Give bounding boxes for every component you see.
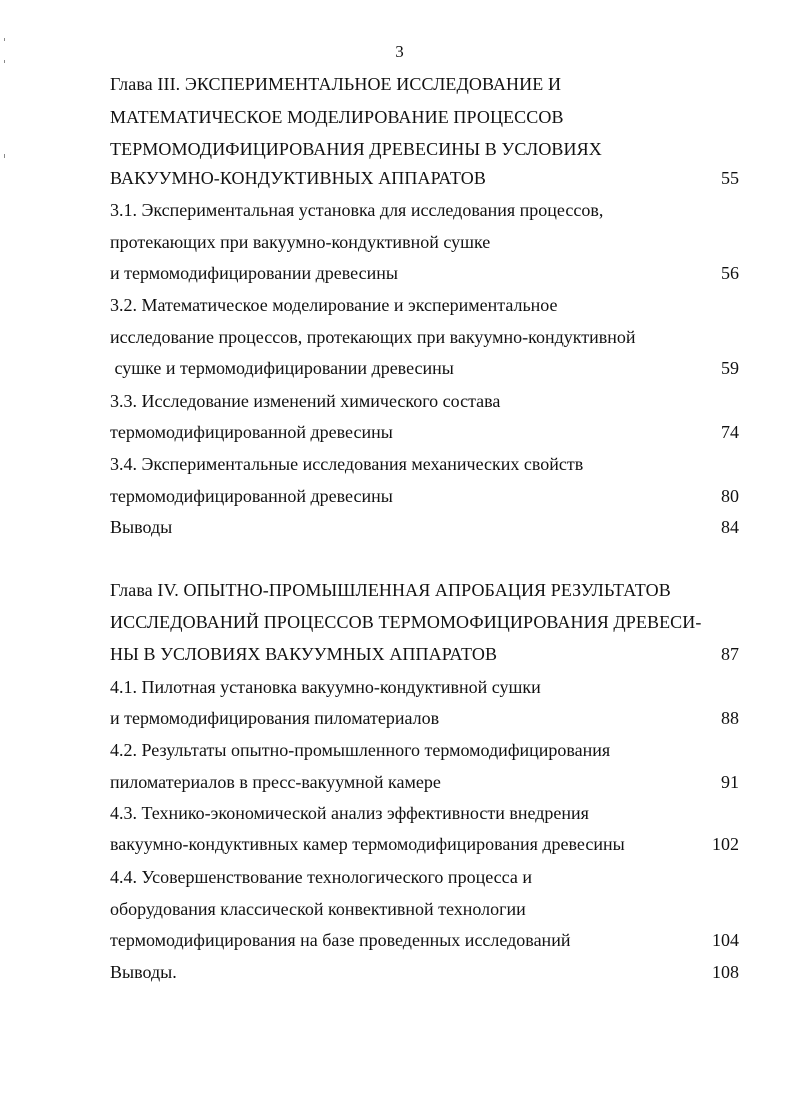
chapter-title-line (0, 101, 799, 133)
toc-section-line (0, 226, 799, 258)
section-text: исследование процессов, протекающих при вакуумно-кондуктивной (110, 327, 636, 347)
toc-section-line (0, 194, 799, 226)
chapter-title-line (0, 606, 799, 638)
toc-section-line (0, 766, 799, 798)
section-text: 4.1. Пилотная установка вакуумно-кондуктивной сушки (110, 677, 541, 697)
section-text: 4.3. Технико-экономической анализ эффективности внедрения (110, 803, 589, 823)
page-ref: 74 (721, 422, 739, 442)
page-ref: 55 (721, 168, 739, 188)
section-text: сушке и термомодифицировании древесины (110, 358, 454, 378)
toc-section-line (0, 893, 799, 925)
chapter-title-text: Глава III. ЭКСПЕРИМЕНТАЛЬНОЕ ИССЛЕДОВАНИЕ И (110, 74, 562, 94)
page-ref: 104 (712, 930, 739, 950)
section-text: пиломатериалов в пресс-вакуумной камере (110, 772, 441, 792)
scan-mark (4, 38, 5, 41)
page-ref: 87 (721, 644, 739, 664)
chapter-title-text: ИССЛЕДОВАНИЙ ПРОЦЕССОВ ТЕРМОМОФИЦИРОВАНИЯ ДРЕВЕСИ- (110, 612, 702, 632)
chapter-title-line (0, 638, 799, 670)
chapter-title-line (0, 68, 799, 100)
chapter-title-text: ТЕРМОМОДИФИЦИРОВАНИЯ ДРЕВЕСИНЫ В УСЛОВИЯХ (110, 139, 602, 159)
section-text: 3.4. Экспериментальные исследования механических свойств (110, 454, 584, 474)
toc-conclusions-line (0, 956, 799, 988)
section-text: 4.4. Усовершенствование технологического процесса и (110, 867, 532, 887)
toc-section-line (0, 352, 799, 384)
toc-section-line (0, 734, 799, 766)
toc-section-line (0, 257, 799, 289)
chapter-title-line (0, 574, 799, 606)
page-ref: 108 (712, 962, 739, 982)
page-ref: 80 (721, 486, 739, 506)
conclusions-label: Выводы. (110, 962, 177, 982)
toc-section-line (0, 416, 799, 448)
section-text: термомодифицированной древесины (110, 486, 393, 506)
toc-section-line (0, 924, 799, 956)
section-text: 3.2. Математическое моделирование и экспериментальное (110, 295, 558, 315)
section-text: 3.3. Исследование изменений химического состава (110, 391, 501, 411)
section-text: термомодифицирования на базе проведенных исследований (110, 930, 571, 950)
section-text: 3.1. Экспериментальная установка для исследования процессов, (110, 200, 604, 220)
chapter-title-text: Глава IV. ОПЫТНО-ПРОМЫШЛЕННАЯ АПРОБАЦИЯ РЕЗУЛЬТАТОВ (110, 580, 671, 600)
chapter-title-text: МАТЕМАТИЧЕСКОЕ МОДЕЛИРОВАНИЕ ПРОЦЕССОВ (110, 107, 564, 127)
toc-section-line (0, 828, 799, 860)
section-text: и термомодифицирования пиломатериалов (110, 708, 440, 728)
page-ref: 91 (721, 772, 739, 792)
section-text: вакуумно-кондуктивных камер термомодифицирования древесины (110, 834, 625, 854)
toc-section-line (0, 702, 799, 734)
section-text: и термомодифицировании древесины (110, 263, 398, 283)
chapter-title-line (0, 162, 799, 194)
toc-section-line (0, 671, 799, 703)
toc-conclusions-line (0, 511, 799, 543)
chapter-title-text: НЫ В УСЛОВИЯХ ВАКУУМНЫХ АППАРАТОВ (110, 644, 498, 664)
toc-section-line (0, 289, 799, 321)
page-ref: 88 (721, 708, 739, 728)
page-ref: 59 (721, 358, 739, 378)
toc-section-line (0, 321, 799, 353)
page-ref: 56 (721, 263, 739, 283)
section-text: термомодифицированной древесины (110, 422, 393, 442)
toc-section-line (0, 480, 799, 512)
section-text: 4.2. Результаты опытно-промышленного термомодифицирования (110, 740, 611, 760)
toc-section-line (0, 861, 799, 893)
page-ref: 102 (712, 834, 739, 854)
conclusions-label: Выводы (110, 517, 173, 537)
page-number: 3 (395, 42, 404, 61)
section-text: протекающих при вакуумно-кондуктивной сушке (110, 232, 491, 252)
toc-section-line (0, 385, 799, 417)
toc-section-line (0, 797, 799, 829)
chapter-title-text: ВАКУУМНО-КОНДУКТИВНЫХ АППАРАТОВ (110, 168, 486, 188)
section-text: оборудования классической конвективной технологии (110, 899, 526, 919)
chapter-title-line (0, 133, 799, 165)
toc-section-line (0, 448, 799, 480)
page-ref: 84 (721, 517, 739, 537)
